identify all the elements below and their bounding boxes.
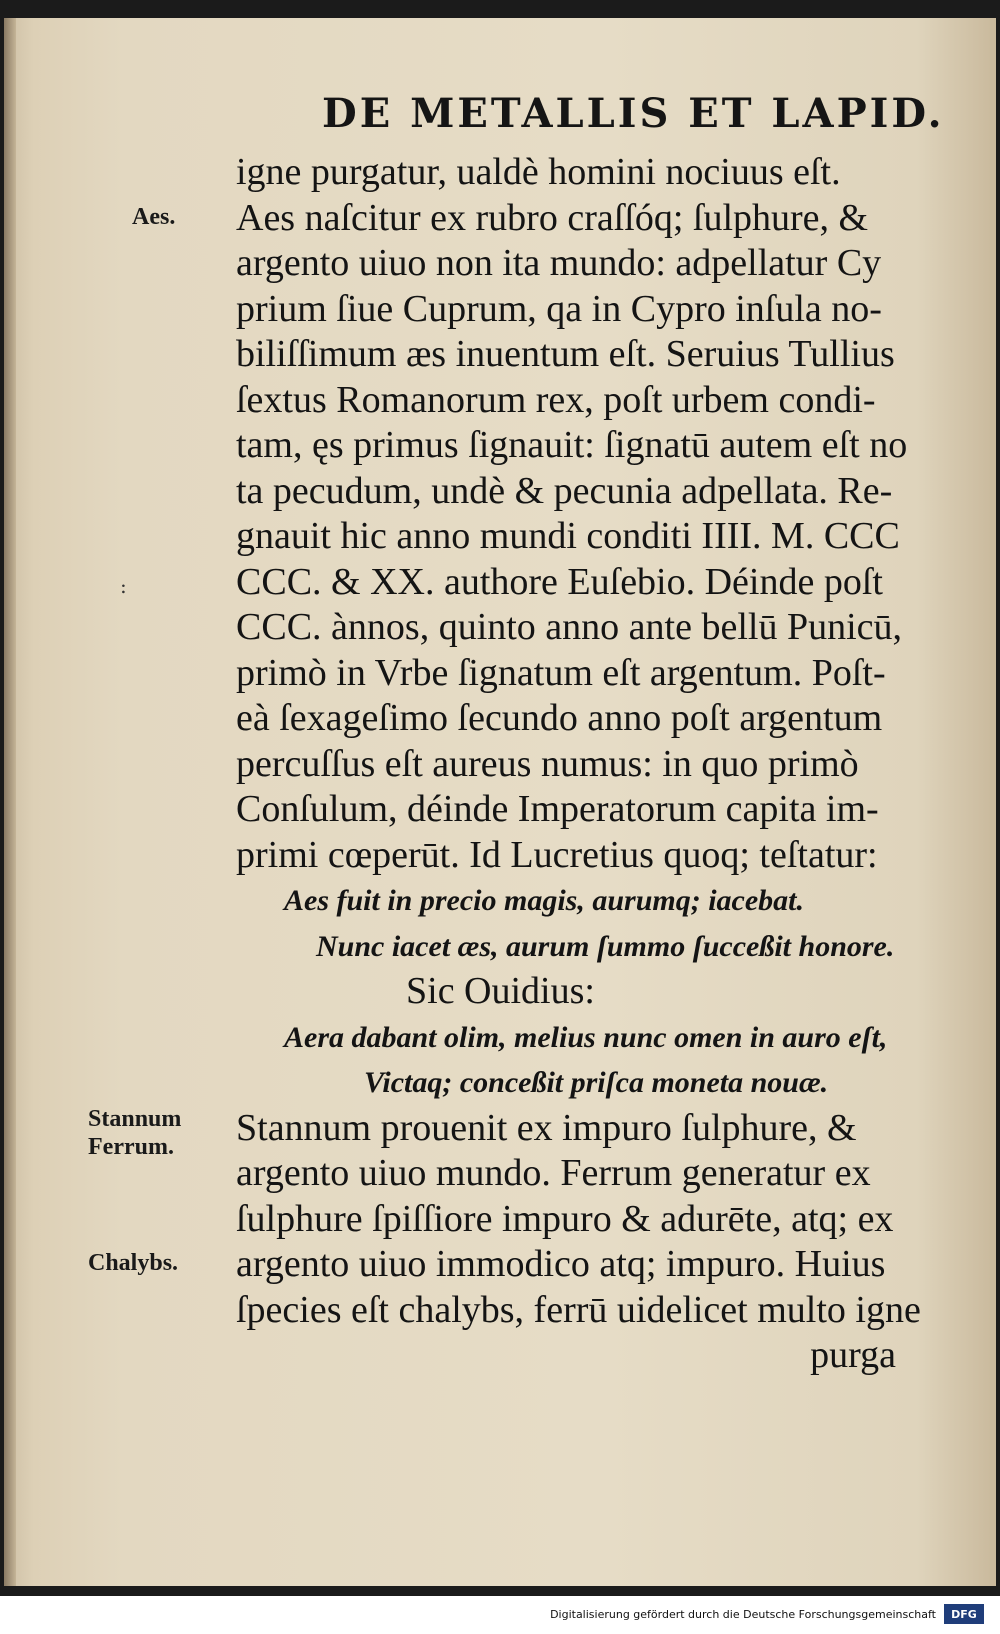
text-line: argento uiuo mundo. Ferrum generatur ex [236, 1152, 871, 1194]
text-line: prium ſiue Cuprum, qa in Cypro inſula no- [236, 287, 882, 330]
text-line: tam, ęs primus ſignauit: ſignatū autem eſt no [236, 424, 908, 466]
text-line: eà ſexageſimo ſecundo anno poſt argentum [236, 697, 883, 739]
text-line: percuſſus eſt aureus numus: in quo primò [236, 742, 859, 785]
margin-note-chalybs: Chalybs. [88, 1250, 179, 1276]
catchword: purga [810, 1334, 896, 1376]
text-line: argento uiuo non ita mundo: adpellatur Cy [236, 242, 882, 284]
text-line: ſpecies eſt chalybs, ferrū uidelicet multo igne [236, 1288, 921, 1331]
book-page [4, 18, 996, 1586]
margin-note-stannum: Stannum [88, 1106, 182, 1132]
dfg-logo: DFG [944, 1604, 984, 1624]
text-line: ſulphure ſpiſſiore impuro & adurēte, atq; ex [236, 1197, 894, 1240]
margin-note-ferrum: Ferrum. [88, 1134, 174, 1160]
text-line: biliſſimum æs inuentum eſt. Seruius Tullius [236, 333, 895, 375]
text-line: gnauit hic anno mundi conditi IIII. M. CCC [236, 515, 900, 557]
page-gutter [4, 18, 16, 1586]
running-head: DE METALLIS ET LAPID. [322, 90, 945, 137]
text-line: argento uiuo immodico atq; impuro. Huius [236, 1243, 886, 1285]
margin-mark: : [120, 574, 127, 598]
verse-line: Aera dabant olim, melius nunc omen in auro eſt, [284, 1020, 888, 1054]
sic-ouidius: Sic Ouidius: [406, 970, 595, 1012]
funding-notice: Digitalisierung gefördert durch die Deutsche Forschungsgemeinschaft [550, 1608, 936, 1621]
text-line: igne purgatur, ualdè homini nociuus eſt. [236, 151, 841, 193]
text-line: Aes naſcitur ex rubro craſſóq; ſulphure, & [236, 196, 869, 239]
margin-note-aes: Aes. [132, 204, 176, 230]
text-line: ta pecudum, undè & pecunia adpellata. Re- [236, 469, 893, 512]
text-line: primi cœperūt. Id Lucretius quoq; teſtatur: [236, 833, 878, 876]
text-line: Stannum prouenit ex impuro ſulphure, & [236, 1106, 857, 1149]
text-line: CCC. ànnos, quinto anno ante bellū Punicū, [236, 606, 903, 648]
text-line: Conſulum, déinde Imperatorum capita im- [236, 788, 879, 830]
footer-bar [0, 1596, 1000, 1634]
verse-line: Nunc iacet æs, aurum ſummo ſucceßit honore. [316, 929, 895, 963]
text-line: primò in Vrbe ſignatum eſt argentum. Poſt- [236, 651, 886, 694]
text-line: ſextus Romanorum rex, poſt urbem condi- [236, 378, 876, 421]
text-line: CCC. & XX. authore Euſebio. Déinde poſt [236, 560, 883, 603]
verse-line: Victaq; conceßit priſca moneta nouæ. [364, 1066, 829, 1099]
verse-line: Aes fuit in precio magis, aurumq; iacebat. [284, 884, 805, 917]
body-text [236, 150, 956, 1379]
